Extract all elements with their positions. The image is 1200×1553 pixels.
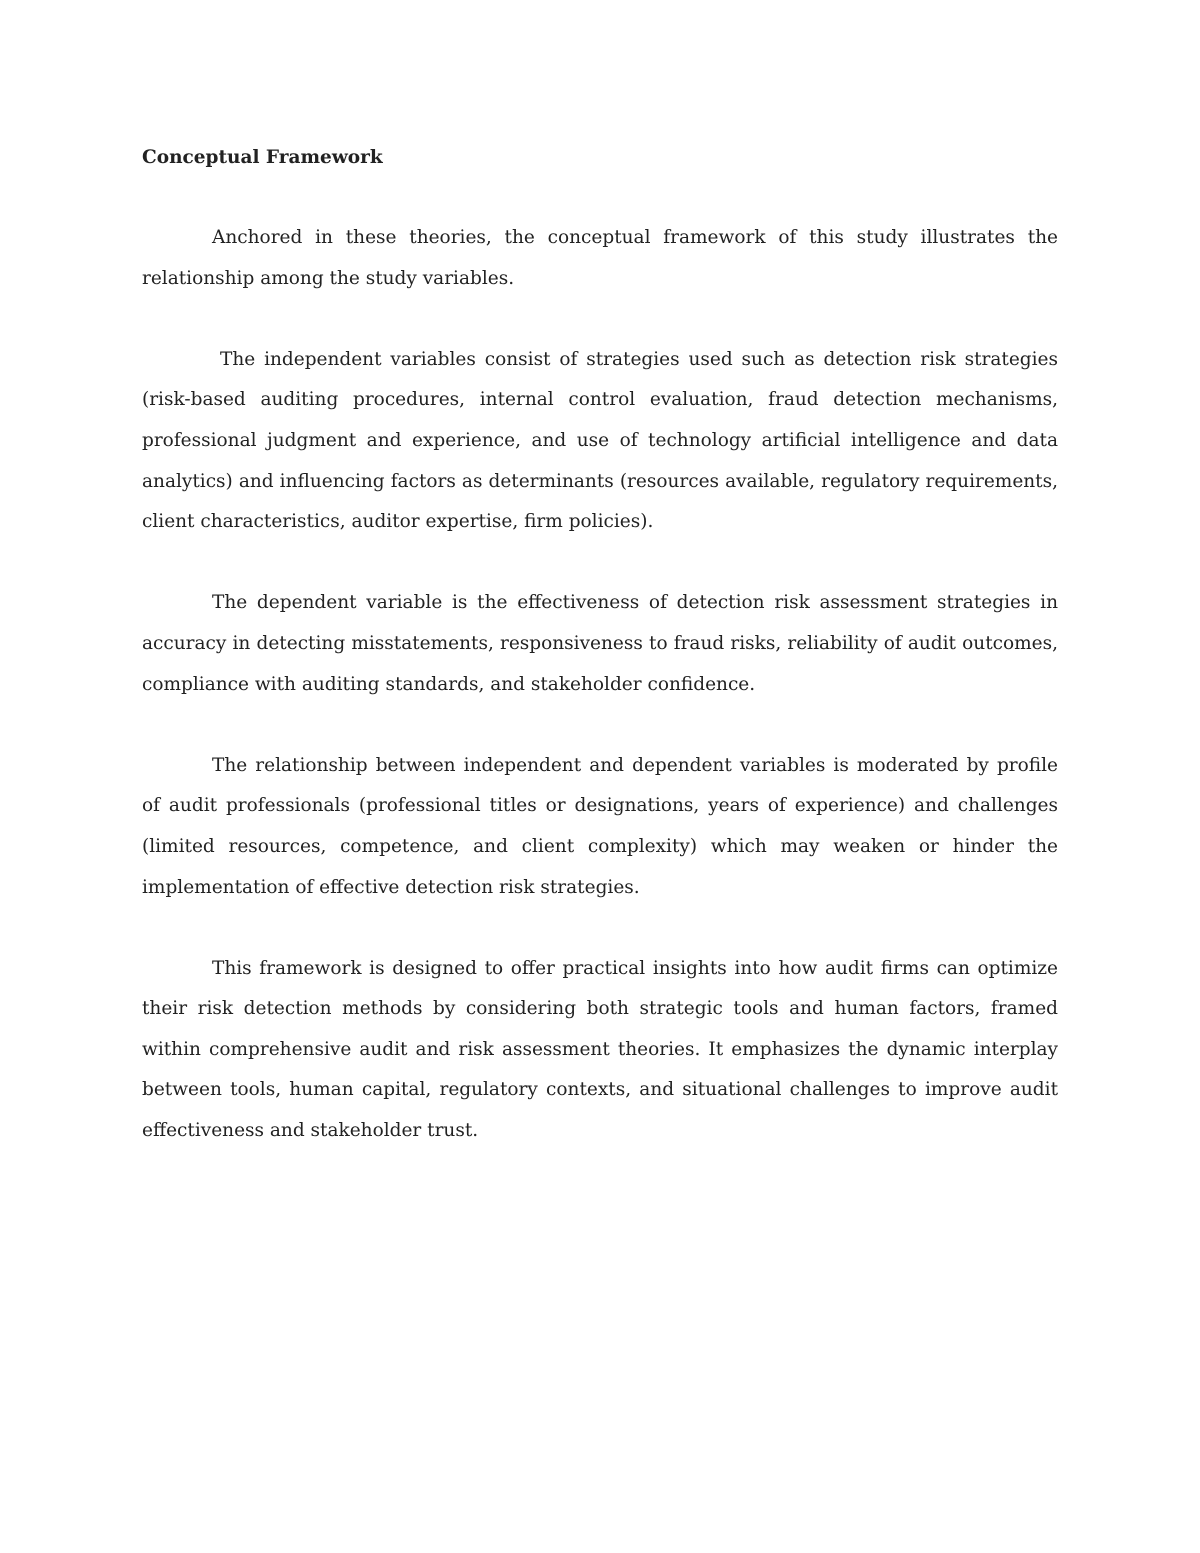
- paragraph-framework-purpose: This framework is designed to offer practical insights into how audit firms can optimize their risk detection methods by considering both strategic tools and human factors, framed within comprehensive audit and risk assessment theories. It emphasizes the dynamic interplay between tools, human capital, regulatory contexts, and situational challenges to improve audit effectiveness and stakeholder trust.: [142, 957, 1058, 1142]
- paragraph-independent-variables: The independent variables consist of strategies used such as detection risk strategies (risk-based auditing procedures, internal control evaluation, fraud detection mechanisms, professional judgment and experience, and use of technology artificial intelligence and data analytics) and influencing factors as determinants (resources available, regulatory requirements, client characteristics, auditor expertise, firm policies).: [142, 348, 1058, 533]
- paragraph-moderating-variables: The relationship between independent and dependent variables is moderated by profile of audit professionals (professional titles or designations, years of experience) and challenges (limited resources, competence, and client complexity) which may weaken or hinder the implementation of effective detection risk strategies.: [142, 754, 1058, 898]
- paragraph-intro: Anchored in these theories, the conceptual framework of this study illustrates the relationship among the study variables.: [142, 227, 1058, 289]
- paragraph-dependent-variable: The dependent variable is the effectiveness of detection risk assessment strategies in accuracy in detecting misstatements, responsiveness to fraud risks, reliability of audit outcomes, compliance with auditing standards, and stakeholder confidence.: [142, 592, 1058, 695]
- section-heading: Conceptual Framework: [142, 147, 383, 168]
- document-body: [142, 138, 1058, 1192]
